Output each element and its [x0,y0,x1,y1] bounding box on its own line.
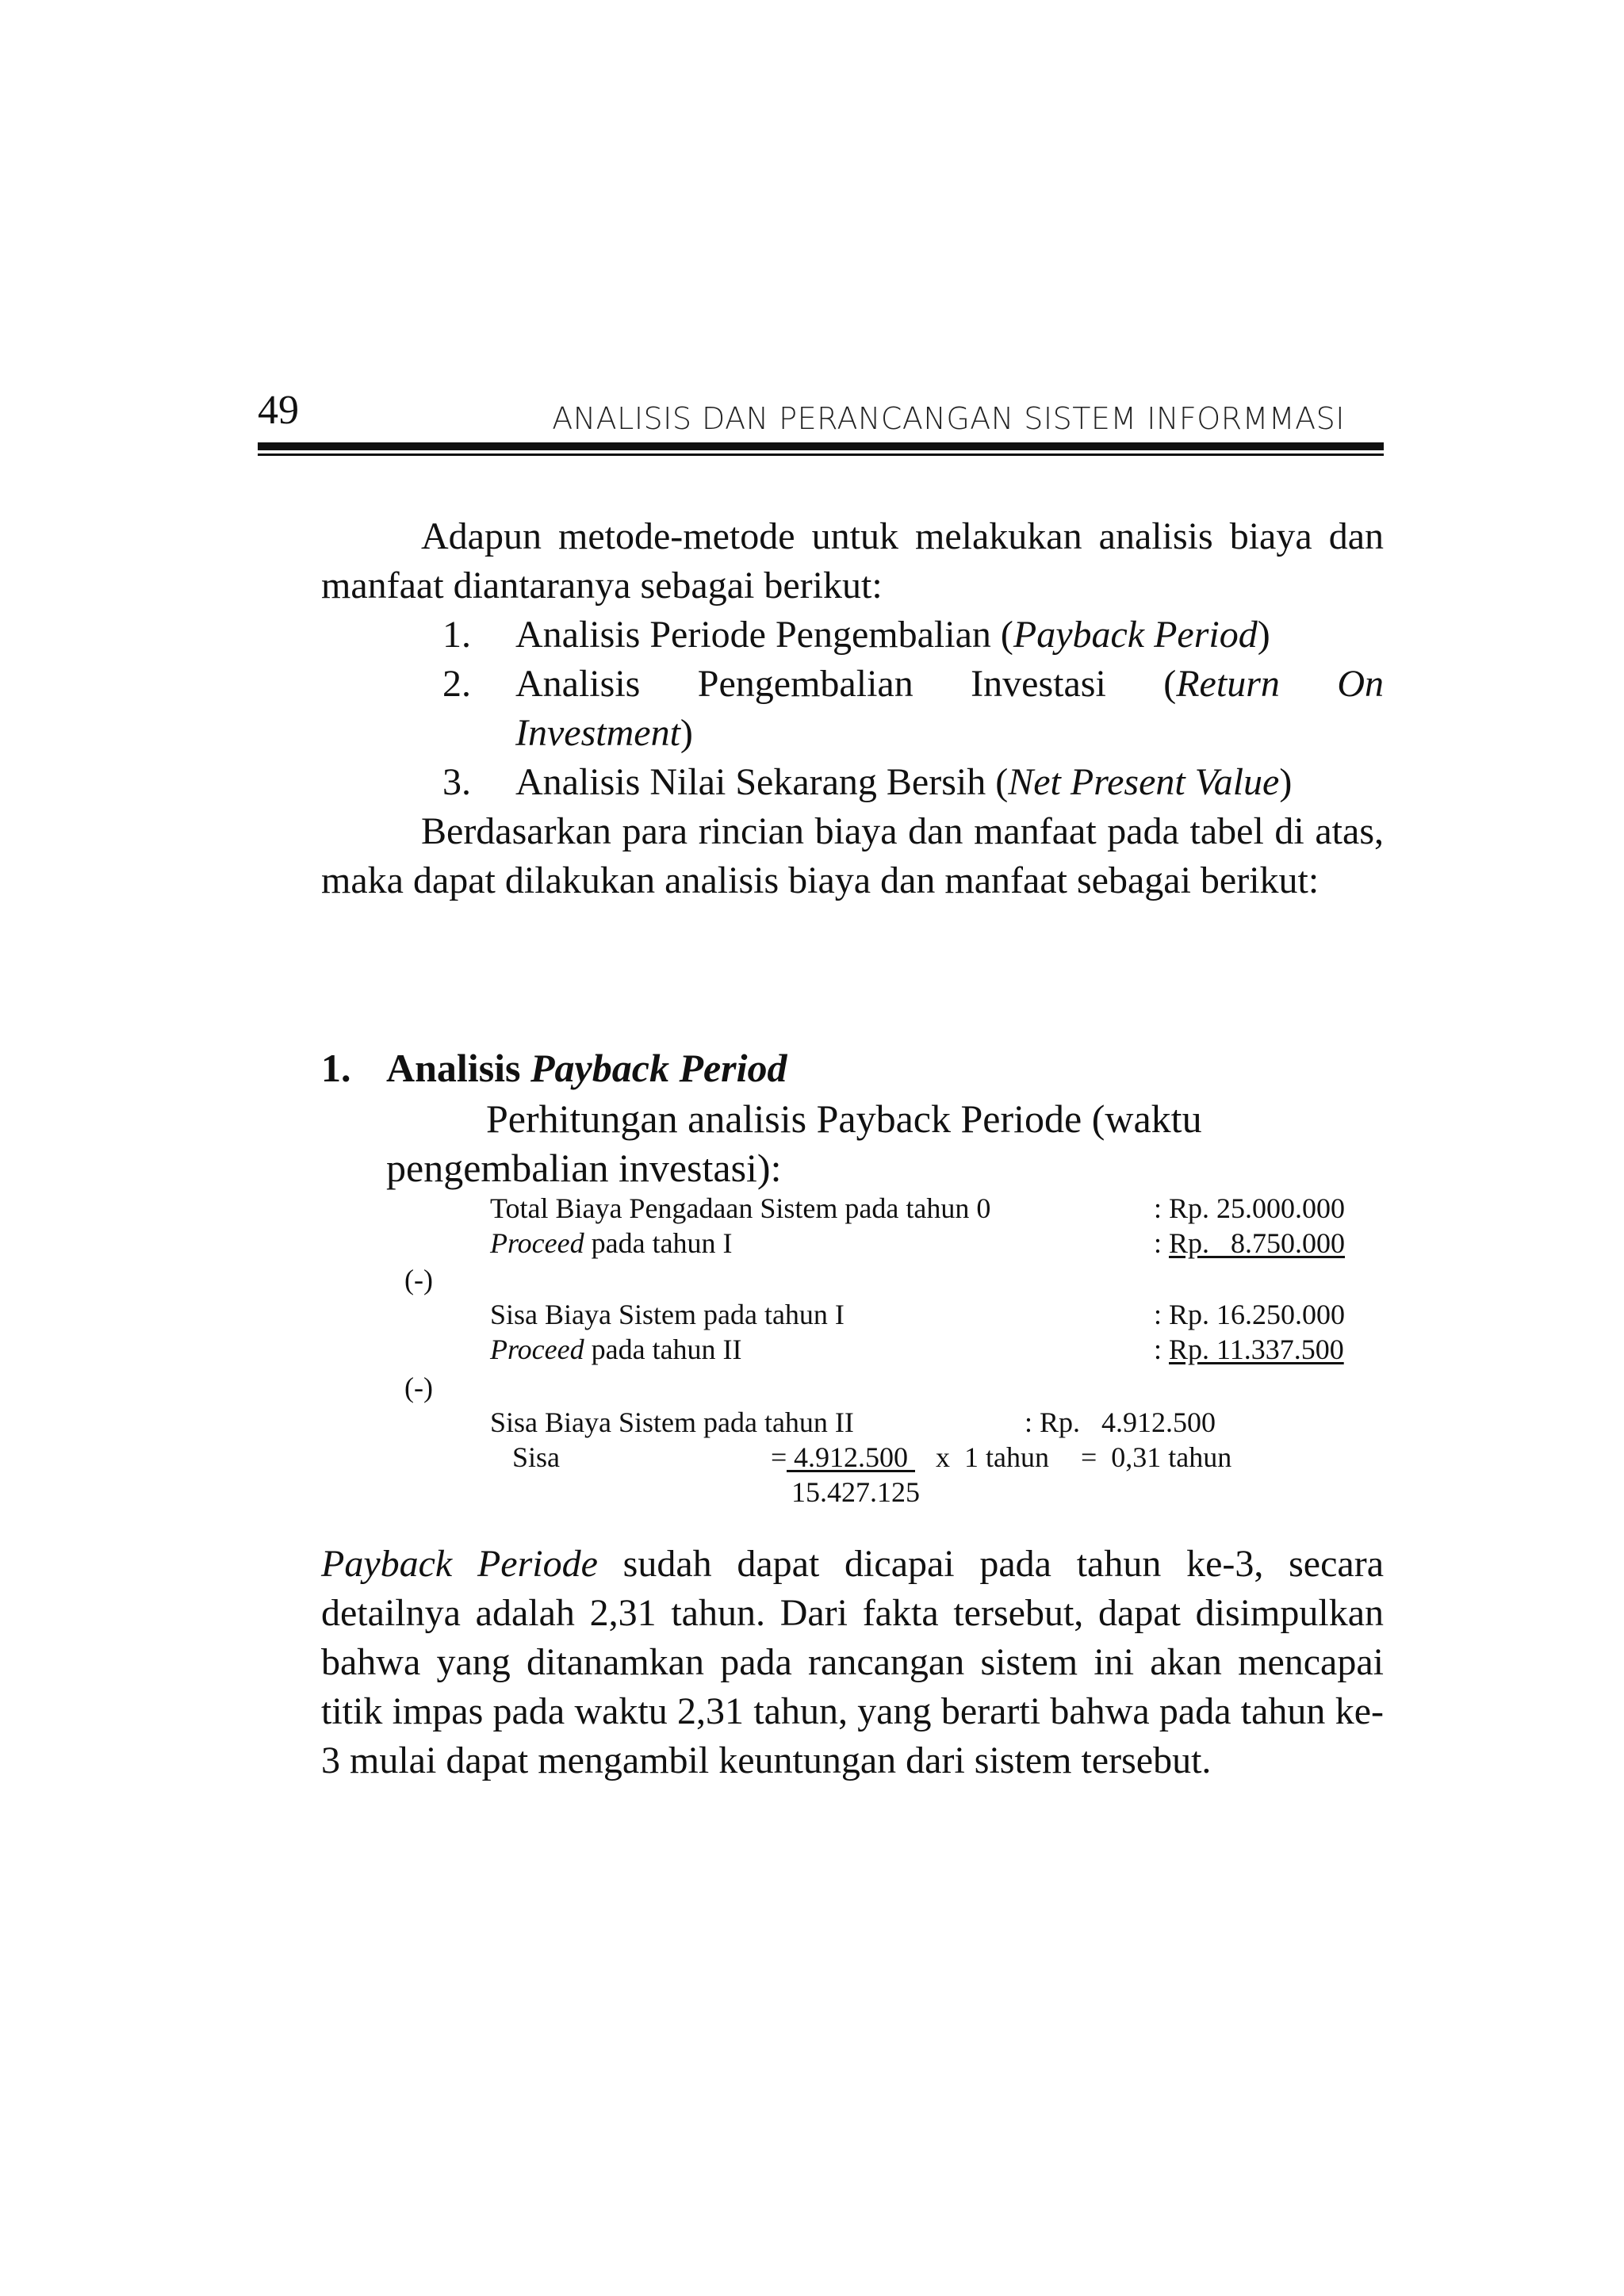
calc-label: Total Biaya Pengadaan Sistem pada tahun 0 [490,1192,991,1224]
calc-label: Proceed pada tahun II [490,1334,742,1365]
method-text: Analisis Nilai Sekarang Bersih ( [515,761,1009,803]
sisa-label: Sisa [512,1441,561,1473]
intro-paragraph: Adapun metode-metode untuk melakukan analisis biaya dan manfaat diantaranya sebagai berikut: [321,515,1384,607]
calc-value: : Rp. 25.000.000 [1154,1192,1346,1224]
conclusion-term: Payback Periode [321,1543,598,1585]
method-term-continued: Investment [515,712,680,754]
header-rule-thin [258,453,1384,456]
minus-sign: (-) [404,1264,433,1295]
section-title-italic: Payback Period [530,1046,787,1090]
calc-label: Sisa Biaya Sistem pada tahun II [490,1406,854,1438]
calc-label: Sisa Biaya Sistem pada tahun I [490,1299,845,1330]
calc-value: : Rp. 4.912.500 [1025,1406,1216,1438]
equals-sign: = [771,1441,787,1473]
basis-paragraph: Berdasarkan para rincian biaya dan manfaat pada tabel di atas, maka dapat dilakukan analisis biaya dan manfaat sebagai berikut: [321,810,1384,901]
method-number: 1. [442,614,471,656]
fraction-denominator: 15.427.125 [791,1476,920,1508]
method-number: 3. [442,761,471,803]
method-item: 1. Analisis Periode Pengembalian (Payback Period) [442,610,1384,660]
times-sign: x [936,1441,950,1473]
methods-list [442,610,1384,807]
calc-value: : Rp. 11.337.500 [1154,1334,1344,1365]
calc-result: = 0,31 tahun [1081,1441,1232,1473]
method-item: 2. Analisis Pengembalian Investasi (Return On Investment) [442,660,1384,758]
section-number: 1. [321,1046,351,1090]
calc-value: : Rp. 16.250.000 [1154,1299,1346,1330]
calc-value: : Rp. 8.750.000 [1154,1227,1346,1259]
method-item: 3. Analisis Nilai Sekarang Bersih (Net Present Value) [442,758,1384,807]
header-rule [258,442,1384,450]
unit-label: 1 tahun [964,1441,1049,1473]
method-term: Net Present Value [1008,761,1280,803]
calc-label: Proceed pada tahun I [490,1227,733,1259]
method-text: Analisis Periode Pengembalian ( [515,614,1013,656]
minus-sign: (-) [404,1372,433,1403]
fraction-numerator: 4.912.500 [787,1441,915,1473]
conclusion-paragraph: Payback Periode sudah dapat dicapai pada tahun ke-3, secara detailnya adalah 2,31 tahun. Dari fakta tersebut, dapat disimpulkan bahwa yang ditanamkan pada rancangan sistem ini akan mencapai titik impas pada waktu 2,31 tahun, yang berarti bahwa pada tahun ke-3 mulai dapat mengambil keuntungan dari sistem tersebut. [321,1543,1384,1781]
calculation-intro: Perhitungan analisis Payback Periode (waktu pengembalian investasi): [386,1096,1202,1190]
section-heading [321,1045,787,1091]
method-text: Analisis Pengembalian Investasi ( [515,663,1177,705]
section-title: Analisis [386,1046,531,1090]
running-header: ANALISIS DAN PERANCANGAN SISTEM INFORMMASI [552,401,1345,436]
page-number: 49 [258,388,299,433]
method-term: Return On [1176,663,1384,705]
method-number: 2. [442,663,471,705]
method-term: Payback Period [1013,614,1258,656]
